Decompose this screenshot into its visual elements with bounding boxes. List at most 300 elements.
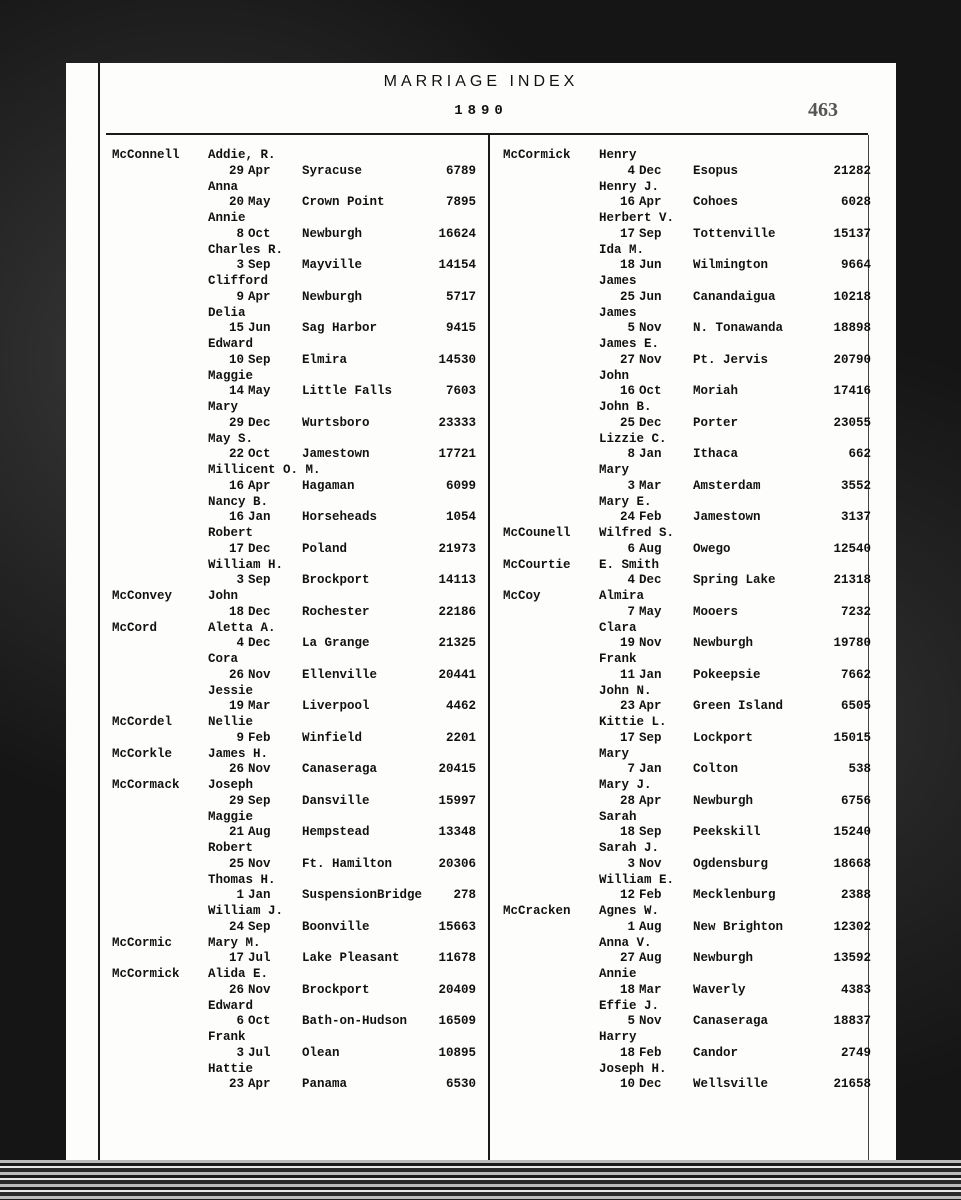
given-name: Maggie: [208, 809, 254, 824]
certificate-number: 12540: [833, 541, 871, 556]
left-column: [112, 148, 492, 1093]
given-name: Millicent O. M.: [208, 463, 321, 477]
marriage-day: 25: [228, 856, 244, 871]
entry-detail-line: [112, 920, 492, 936]
marriage-month: Jan: [248, 510, 271, 525]
marriage-month: Sep: [639, 825, 662, 840]
marriage-place: Ogdensburg: [693, 856, 769, 871]
marriage-month: Nov: [248, 982, 271, 997]
given-name: James H.: [208, 746, 269, 761]
marriage-month: Dec: [248, 636, 271, 651]
marriage-day: 7: [627, 604, 635, 619]
entry-detail-line: [503, 951, 883, 967]
given-name: Nancy B.: [208, 494, 269, 509]
marriage-place: Lake Pleasant: [302, 951, 400, 966]
entry-name-line: [503, 148, 883, 164]
marriage-place: Little Falls: [302, 384, 393, 399]
certificate-number: 15997: [438, 793, 476, 808]
given-name: Joseph H.: [599, 1061, 667, 1076]
entry-name-line: [112, 589, 492, 605]
entry-detail-line: [112, 573, 492, 589]
marriage-place: Wilmington: [693, 258, 769, 273]
given-name: Edward: [208, 337, 254, 351]
marriage-day: 23: [228, 1077, 244, 1092]
marriage-month: Jun: [639, 258, 662, 273]
marriage-month: Nov: [248, 667, 271, 682]
marriage-day: 26: [228, 982, 244, 997]
certificate-number: 7662: [840, 667, 871, 682]
certificate-number: 10895: [438, 1045, 476, 1060]
marriage-place: Brockport: [302, 573, 370, 588]
certificate-number: 4383: [840, 982, 871, 997]
marriage-month: Mar: [639, 982, 662, 997]
marriage-place: Cohoes: [693, 195, 739, 210]
entry-name-line: [112, 621, 492, 637]
entry-detail-line: [112, 857, 492, 873]
entry-detail-line: [112, 164, 492, 180]
marriage-place: Hagaman: [302, 478, 355, 493]
given-name: William H.: [208, 557, 284, 572]
entry-detail-line: [503, 510, 883, 526]
marriage-place: Elmira: [302, 352, 348, 367]
marriage-month: Nov: [639, 856, 662, 871]
marriage-day: 25: [619, 289, 635, 304]
entry-name-line: [112, 904, 492, 920]
entry-detail-line: [112, 1077, 492, 1093]
entry-name-line: [112, 463, 492, 479]
surname: McCormick: [503, 148, 571, 162]
marriage-day: 21: [228, 825, 244, 840]
marriage-day: 4: [627, 573, 635, 588]
marriage-place: Olean: [302, 1045, 340, 1060]
marriage-place: Newburgh: [693, 793, 754, 808]
certificate-number: 662: [848, 447, 871, 462]
entry-detail-line: [503, 195, 883, 211]
marriage-day: 24: [619, 510, 635, 525]
marriage-place: Tottenville: [693, 226, 776, 241]
entry-detail-line: [503, 699, 883, 715]
given-name: Almira: [599, 589, 645, 603]
entry-detail-line: [503, 1014, 883, 1030]
marriage-day: 18: [619, 982, 635, 997]
entry-name-line: [503, 841, 883, 857]
entry-name-line: [503, 589, 883, 605]
marriage-place: Newburgh: [693, 636, 754, 651]
marriage-place: Wurtsboro: [302, 415, 370, 430]
marriage-place: Newburgh: [693, 951, 754, 966]
marriage-month: Nov: [639, 352, 662, 367]
certificate-number: 20790: [833, 352, 871, 367]
marriage-month: Dec: [639, 1077, 662, 1092]
given-name: Robert: [208, 841, 254, 855]
entry-detail-line: [112, 762, 492, 778]
marriage-month: Jan: [639, 667, 662, 682]
surname: McCord: [112, 620, 158, 635]
marriage-month: Sep: [639, 730, 662, 745]
surname: McCracken: [503, 904, 571, 918]
marriage-month: Mar: [639, 478, 662, 493]
marriage-month: Jul: [248, 1045, 271, 1060]
given-name: Harry: [599, 1030, 637, 1044]
marriage-month: Sep: [248, 793, 271, 808]
given-name: May S.: [208, 431, 254, 446]
given-name: Frank: [599, 652, 637, 666]
marriage-month: Nov: [248, 856, 271, 871]
given-name: Henry: [599, 148, 637, 162]
given-name: Robert: [208, 526, 254, 540]
marriage-day: 26: [228, 762, 244, 777]
given-name: Maggie: [208, 368, 254, 383]
given-name: John: [208, 589, 239, 603]
given-name: James: [599, 274, 637, 288]
marriage-day: 12: [619, 888, 635, 903]
marriage-place: Candor: [693, 1045, 739, 1060]
certificate-number: 18898: [833, 321, 871, 336]
certificate-number: 2749: [840, 1045, 871, 1060]
entry-name-line: [503, 400, 883, 416]
marriage-place: Dansville: [302, 793, 370, 808]
certificate-number: 11678: [438, 951, 476, 966]
marriage-place: La Grange: [302, 636, 370, 651]
marriage-day: 16: [619, 384, 635, 399]
entry-detail-line: [503, 258, 883, 274]
marriage-day: 25: [619, 415, 635, 430]
marriage-month: Feb: [639, 1045, 662, 1060]
marriage-place: Rochester: [302, 604, 370, 619]
given-name: Sarah: [599, 809, 637, 824]
marriage-place: Ft. Hamilton: [302, 856, 393, 871]
entry-name-line: [503, 778, 883, 794]
marriage-day: 23: [619, 699, 635, 714]
entry-name-line: [112, 873, 492, 889]
marriage-place: Green Island: [693, 699, 784, 714]
marriage-place: Canaseraga: [693, 1014, 769, 1029]
surname: McCounell: [503, 526, 571, 540]
certificate-number: 16624: [438, 226, 476, 241]
marriage-month: Oct: [248, 447, 271, 462]
marriage-place: Spring Lake: [693, 573, 776, 588]
entry-detail-line: [503, 983, 883, 999]
marriage-place: Poland: [302, 541, 348, 556]
marriage-month: Jul: [248, 951, 271, 966]
marriage-place: Canaseraga: [302, 762, 378, 777]
entry-name-line: [112, 369, 492, 385]
certificate-number: 20441: [438, 667, 476, 682]
certificate-number: 23055: [833, 415, 871, 430]
marriage-day: 24: [228, 919, 244, 934]
marriage-month: Apr: [248, 163, 271, 178]
marriage-month: Jan: [639, 762, 662, 777]
certificate-number: 7232: [840, 604, 871, 619]
entry-name-line: [503, 1030, 883, 1046]
given-name: Mary M.: [208, 935, 261, 950]
marriage-place: Brockport: [302, 982, 370, 997]
marriage-day: 18: [619, 1045, 635, 1060]
entry-name-line: [503, 621, 883, 637]
certificate-number: 21282: [833, 163, 871, 178]
entry-name-line: [503, 999, 883, 1015]
entry-name-line: [112, 652, 492, 668]
index-page: [66, 63, 896, 1163]
marriage-month: Feb: [639, 888, 662, 903]
certificate-number: 15663: [438, 919, 476, 934]
entry-name-line: [112, 841, 492, 857]
marriage-day: 9: [236, 289, 244, 304]
certificate-number: 17416: [833, 384, 871, 399]
marriage-day: 27: [619, 951, 635, 966]
entry-detail-line: [503, 825, 883, 841]
entry-detail-line: [112, 321, 492, 337]
scan-edge: [0, 1160, 961, 1200]
entry-name-line: [503, 463, 883, 479]
marriage-day: 29: [228, 415, 244, 430]
certificate-number: 21318: [833, 573, 871, 588]
entry-name-line: [112, 936, 492, 952]
marriage-place: Crown Point: [302, 195, 385, 210]
surname: McCormic: [112, 935, 173, 950]
marriage-day: 3: [236, 1045, 244, 1060]
marriage-place: Jamestown: [693, 510, 761, 525]
entry-name-line: [503, 337, 883, 353]
entry-detail-line: [503, 888, 883, 904]
marriage-day: 5: [627, 1014, 635, 1029]
marriage-place: Esopus: [693, 163, 739, 178]
entry-name-line: [112, 684, 492, 700]
given-name: Alida E.: [208, 967, 269, 981]
marriage-day: 3: [627, 478, 635, 493]
entry-name-line: [112, 180, 492, 196]
marriage-day: 29: [228, 163, 244, 178]
marriage-month: Aug: [639, 541, 662, 556]
marriage-day: 3: [627, 856, 635, 871]
entry-detail-line: [503, 1077, 883, 1093]
marriage-day: 1: [236, 888, 244, 903]
marriage-month: May: [639, 604, 662, 619]
entry-detail-line: [112, 479, 492, 495]
entry-name-line: [503, 495, 883, 511]
marriage-place: Porter: [693, 415, 739, 430]
given-name: John B.: [599, 400, 652, 414]
marriage-place: Owego: [693, 541, 731, 556]
marriage-month: Apr: [248, 1077, 271, 1092]
marriage-place: Peekskill: [693, 825, 761, 840]
marriage-month: Oct: [248, 1014, 271, 1029]
certificate-number: 6530: [445, 1077, 476, 1092]
certificate-number: 16509: [438, 1014, 476, 1029]
entry-detail-line: [503, 857, 883, 873]
surname: McCormick: [112, 967, 180, 981]
given-name: Agnes W.: [599, 904, 660, 918]
entry-detail-line: [503, 353, 883, 369]
marriage-month: Sep: [248, 919, 271, 934]
index-year: 1890: [454, 103, 508, 119]
marriage-day: 9: [236, 730, 244, 745]
entry-detail-line: [503, 636, 883, 652]
entry-detail-line: [503, 164, 883, 180]
certificate-number: 15240: [833, 825, 871, 840]
marriage-month: Dec: [248, 415, 271, 430]
given-name: John: [599, 368, 630, 383]
given-name: Annie: [208, 211, 246, 225]
entry-name-line: [503, 904, 883, 920]
entry-name-line: [503, 369, 883, 385]
entry-name-line: [112, 810, 492, 826]
entry-name-line: [503, 967, 883, 983]
given-name: Addie, R.: [208, 148, 276, 162]
marriage-month: Apr: [248, 289, 271, 304]
given-name: Annie: [599, 967, 637, 981]
marriage-month: Aug: [639, 919, 662, 934]
surname: McCourtie: [503, 557, 571, 572]
marriage-month: Apr: [639, 195, 662, 210]
certificate-number: 19780: [833, 636, 871, 651]
given-name: Wilfred S.: [599, 526, 675, 540]
entry-name-line: [112, 526, 492, 542]
certificate-number: 10218: [833, 289, 871, 304]
certificate-number: 13348: [438, 825, 476, 840]
entry-name-line: [112, 999, 492, 1015]
marriage-day: 8: [627, 447, 635, 462]
marriage-month: Mar: [248, 699, 271, 714]
entry-detail-line: [112, 227, 492, 243]
marriage-day: 18: [619, 825, 635, 840]
marriage-place: Wellsville: [693, 1077, 769, 1092]
entry-detail-line: [503, 447, 883, 463]
given-name: Hattie: [208, 1061, 254, 1076]
marriage-month: Sep: [639, 226, 662, 241]
marriage-day: 3: [236, 258, 244, 273]
marriage-place: Boonville: [302, 919, 370, 934]
marriage-month: Nov: [639, 636, 662, 651]
certificate-number: 6099: [445, 478, 476, 493]
given-name: Herbert V.: [599, 211, 675, 225]
marriage-month: Jun: [248, 321, 271, 336]
marriage-place: Waverly: [693, 982, 746, 997]
given-name: Henry J.: [599, 179, 660, 194]
entry-detail-line: [503, 384, 883, 400]
certificate-number: 18668: [833, 856, 871, 871]
given-name: Ida M.: [599, 242, 645, 257]
entry-name-line: [112, 1030, 492, 1046]
surname: McCormack: [112, 778, 180, 792]
entry-detail-line: [112, 447, 492, 463]
marriage-month: Feb: [639, 510, 662, 525]
marriage-day: 19: [619, 636, 635, 651]
certificate-number: 20409: [438, 982, 476, 997]
marriage-day: 7: [627, 762, 635, 777]
entry-detail-line: [503, 794, 883, 810]
page-title: MARRIAGE INDEX: [383, 73, 579, 90]
marriage-place: Pt. Jervis: [693, 352, 769, 367]
marriage-month: Aug: [639, 951, 662, 966]
entry-detail-line: [503, 605, 883, 621]
entry-name-line: [112, 211, 492, 227]
entry-name-line: [112, 778, 492, 794]
certificate-number: 21325: [438, 636, 476, 651]
given-name: E. Smith: [599, 557, 660, 572]
marriage-place: Mooers: [693, 604, 739, 619]
marriage-place: Ellenville: [302, 667, 378, 682]
marriage-place: Winfield: [302, 730, 363, 745]
surname: McConnell: [112, 148, 180, 162]
entry-detail-line: [503, 731, 883, 747]
given-name: Frank: [208, 1030, 246, 1044]
marriage-place: Amsterdam: [693, 478, 761, 493]
given-name: Charles R.: [208, 242, 284, 257]
entry-detail-line: [503, 1046, 883, 1062]
marriage-day: 16: [228, 510, 244, 525]
marriage-month: Dec: [639, 573, 662, 588]
entry-detail-line: [112, 542, 492, 558]
entry-detail-line: [503, 542, 883, 558]
entry-name-line: [112, 148, 492, 164]
certificate-number: 1054: [445, 510, 476, 525]
certificate-number: 21658: [833, 1077, 871, 1092]
page-number: 463: [808, 99, 838, 121]
certificate-number: 18837: [833, 1014, 871, 1029]
marriage-day: 16: [619, 195, 635, 210]
marriage-day: 6: [627, 541, 635, 556]
marriage-month: Oct: [639, 384, 662, 399]
entry-detail-line: [503, 573, 883, 589]
entry-name-line: [112, 306, 492, 322]
marriage-day: 26: [228, 667, 244, 682]
given-name: Kittie L.: [599, 715, 667, 729]
given-name: Effie J.: [599, 998, 660, 1013]
entry-detail-line: [112, 636, 492, 652]
entry-detail-line: [503, 668, 883, 684]
entry-detail-line: [112, 416, 492, 432]
entry-name-line: [503, 810, 883, 826]
marriage-place: SuspensionBridge: [302, 888, 423, 903]
entry-name-line: [503, 243, 883, 259]
marriage-place: Moriah: [693, 384, 739, 399]
marriage-place: Lockport: [693, 730, 754, 745]
entry-name-line: [503, 684, 883, 700]
marriage-day: 27: [619, 352, 635, 367]
entry-name-line: [112, 1062, 492, 1078]
certificate-number: 9415: [445, 321, 476, 336]
entry-name-line: [503, 747, 883, 763]
certificate-number: 17721: [438, 447, 476, 462]
certificate-number: 9664: [840, 258, 871, 273]
marriage-place: Mecklenburg: [693, 888, 776, 903]
marriage-day: 3: [236, 573, 244, 588]
certificate-number: 278: [453, 888, 476, 903]
certificate-number: 7603: [445, 384, 476, 399]
entry-name-line: [503, 936, 883, 952]
marriage-month: Dec: [639, 163, 662, 178]
marriage-day: 6: [236, 1014, 244, 1029]
marriage-day: 5: [627, 321, 635, 336]
certificate-number: 2201: [445, 730, 476, 745]
entry-name-line: [503, 180, 883, 196]
entry-detail-line: [112, 258, 492, 274]
marriage-place: Horseheads: [302, 510, 378, 525]
entry-name-line: [503, 432, 883, 448]
entry-name-line: [503, 1062, 883, 1078]
entry-name-line: [503, 211, 883, 227]
marriage-month: Apr: [248, 478, 271, 493]
entry-name-line: [503, 274, 883, 290]
entry-name-line: [112, 432, 492, 448]
surname: McCorkle: [112, 746, 173, 761]
marriage-day: 19: [228, 699, 244, 714]
marriage-day: 20: [228, 195, 244, 210]
given-name: Mary J.: [599, 778, 652, 792]
entry-name-line: [112, 243, 492, 259]
certificate-number: 6505: [840, 699, 871, 714]
